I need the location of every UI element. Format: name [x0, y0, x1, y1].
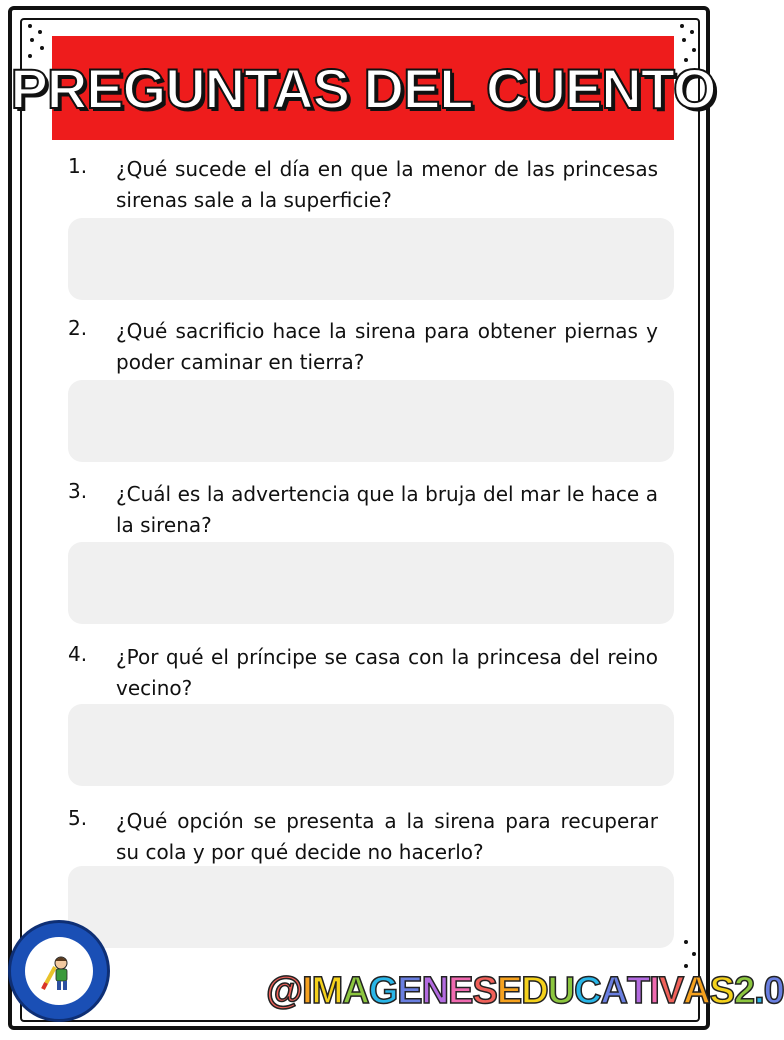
- brand-letter: A: [600, 969, 627, 1012]
- question-number: 3.: [68, 479, 88, 503]
- brand-letter: V: [658, 969, 684, 1012]
- brand-letter: A: [342, 969, 369, 1012]
- brand-watermark: [266, 968, 784, 1014]
- brand-letter: T: [627, 969, 650, 1012]
- question-2: [68, 316, 658, 380]
- brand-letter: E: [496, 969, 522, 1012]
- brand-letter: D: [521, 969, 548, 1012]
- brand-letter: @: [266, 969, 303, 1012]
- brand-letter: M: [311, 969, 343, 1012]
- question-number: 1.: [68, 154, 88, 178]
- question-text: ¿Cuál es la advertencia que la bruja del mar le hace a la sirena?: [116, 482, 658, 537]
- question-3: [68, 479, 658, 543]
- question-text: ¿Qué sacrificio hace la sirena para obtener piernas y poder caminar en tierra?: [116, 319, 658, 374]
- brand-letter: I: [649, 969, 659, 1012]
- brand-letter: 0: [763, 969, 784, 1012]
- answer-box-5[interactable]: [68, 866, 674, 948]
- question-text: ¿Qué opción se presenta a la sirena para recuperar su cola y por qué decide no hacerlo?: [116, 809, 658, 864]
- answer-box-3[interactable]: [68, 542, 674, 624]
- answer-box-1[interactable]: [68, 218, 674, 300]
- brand-letter: I: [302, 969, 312, 1012]
- brand-letter: E: [448, 969, 473, 1012]
- question-text: ¿Por qué el príncipe se casa con la princesa del reino vecino?: [116, 645, 658, 700]
- brand-letter: G: [368, 969, 398, 1012]
- brand-letter: S: [709, 969, 734, 1012]
- question-text: ¿Qué sucede el día en que la menor de las princesas sirenas sale a la superficie?: [116, 157, 658, 212]
- title-banner: [10, 36, 716, 140]
- question-5: [68, 806, 658, 870]
- brand-letter: .: [754, 969, 764, 1012]
- answer-box-2[interactable]: [68, 380, 674, 462]
- question-4: [68, 642, 658, 706]
- question-number: 5.: [68, 806, 88, 830]
- answer-box-4[interactable]: [68, 704, 674, 786]
- question-number: 2.: [68, 316, 88, 340]
- brand-letter: 2: [733, 969, 755, 1012]
- question-1: [68, 154, 658, 218]
- page-title: PREGUNTAS DEL CUENTO: [10, 56, 716, 120]
- brand-letter: U: [547, 969, 575, 1012]
- brand-letter: E: [397, 969, 422, 1012]
- brand-letter: N: [421, 969, 449, 1012]
- brand-letter: C: [574, 969, 601, 1012]
- author-logo-badge: [8, 920, 110, 1022]
- question-number: 4.: [68, 642, 88, 666]
- boy-with-pencil-icon: [37, 953, 77, 993]
- brand-letter: S: [472, 969, 497, 1012]
- brand-letter: A: [683, 969, 710, 1012]
